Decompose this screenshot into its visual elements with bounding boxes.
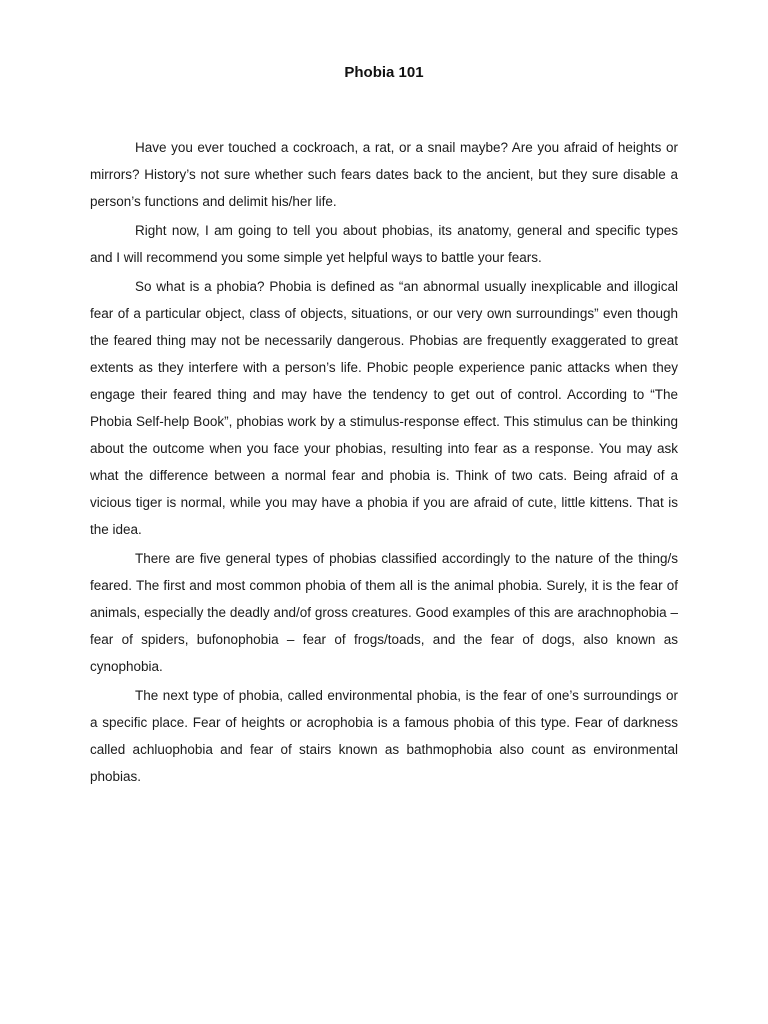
paragraph-environmental-phobia: The next type of phobia, called environmental phobia, is the fear of one’s surroundings or a specific place. Fear of heights or acrophobia is a famous phobia of this type. Fear of darkness called achluophobia and fear of stairs known as bathmophobia also count as environmental phobias. — [90, 688, 678, 784]
paragraph-intro: Have you ever touched a cockroach, a rat, or a snail maybe? Are you afraid of heights or mirrors? History’s not sure whether such fears dates back to the ancient, but they sure disable a person’s functions and delimit his/her life. — [90, 140, 678, 209]
paragraph-animal-phobia: There are five general types of phobias classified accordingly to the nature of the thing/s feared. The first and most common phobia of them all is the animal phobia. Surely, it is the fear of animals, especially the deadly and/of gross creatures. Good examples of this are arachnophobia – fear of spiders, bufonophobia – fear of frogs/toads, and the fear of dogs, also known as cynophobia. — [90, 551, 678, 674]
paragraph-definition: So what is a phobia? Phobia is defined as “an abnormal usually inexplicable and illogical fear of a particular object, class of objects, situations, or our very own surroundings” even though the feared thing may not be necessarily dangerous. Phobias are frequently exaggerated to great extents as they interfere with a person’s life. Phobic people experience panic attacks when they engage their feared thing and may have the tendency to get out of control. According to “The Phobia Self-help Book”, phobias work by a stimulus-response effect. This stimulus can be thinking about the outcome when you face your phobias, resulting into fear as a response. You may ask what the difference between a normal fear and phobia is. Think of two cats. Being afraid of a vicious tiger is normal, while you may have a phobia if you are afraid of cute, little kittens. That is the idea. — [90, 279, 678, 537]
document-title: Phobia 101 — [344, 64, 424, 81]
paragraph-overview: Right now, I am going to tell you about phobias, its anatomy, general and specific types and I will recommend you some simple yet helpful ways to battle your fears. — [90, 223, 678, 265]
document-body — [90, 134, 678, 792]
